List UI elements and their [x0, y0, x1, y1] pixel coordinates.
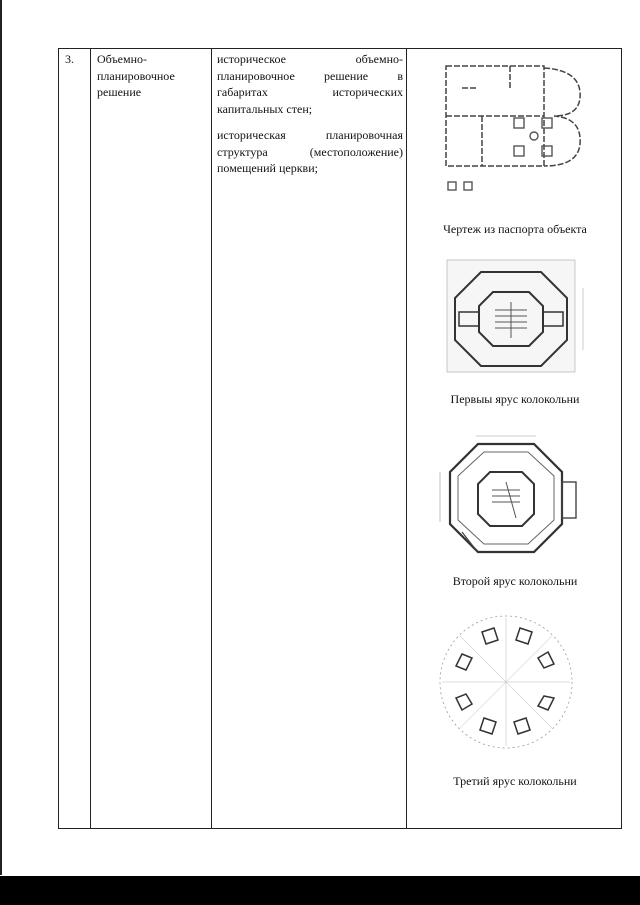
figure-caption: Чертеж из паспорта объекта [443, 222, 587, 236]
column-divider-2 [211, 48, 212, 829]
subject-item: историческая планировочная структура (местоположение) помещений церкви; [217, 128, 403, 175]
scan-edge [0, 0, 2, 875]
column-divider-3 [406, 48, 407, 829]
row-title [97, 51, 209, 101]
row-title-line: планировочное [97, 68, 175, 83]
figure-caption: Второй ярус колокольни [452, 574, 578, 588]
subject-item: историческое объемно-планировочное решение в габаритах исторических капитальных стен; [217, 52, 403, 116]
row-title-line: решение [97, 85, 142, 99]
column-divider-1 [90, 48, 91, 829]
row-title-line: Объемно- [97, 52, 148, 66]
bell-tower-tier3-plan [436, 612, 586, 752]
church-floor-plan [440, 58, 590, 198]
bell-tower-tier2-plan [436, 432, 586, 562]
row-number: 3. [65, 52, 74, 66]
figure-caption: Третий ярус колокольни [453, 774, 577, 788]
bell-tower-tier1-plan [443, 258, 593, 378]
figure-caption: Первыы ярус колокольни [450, 392, 580, 406]
subject-description [217, 51, 403, 187]
scan-bottom-margin [0, 876, 640, 905]
